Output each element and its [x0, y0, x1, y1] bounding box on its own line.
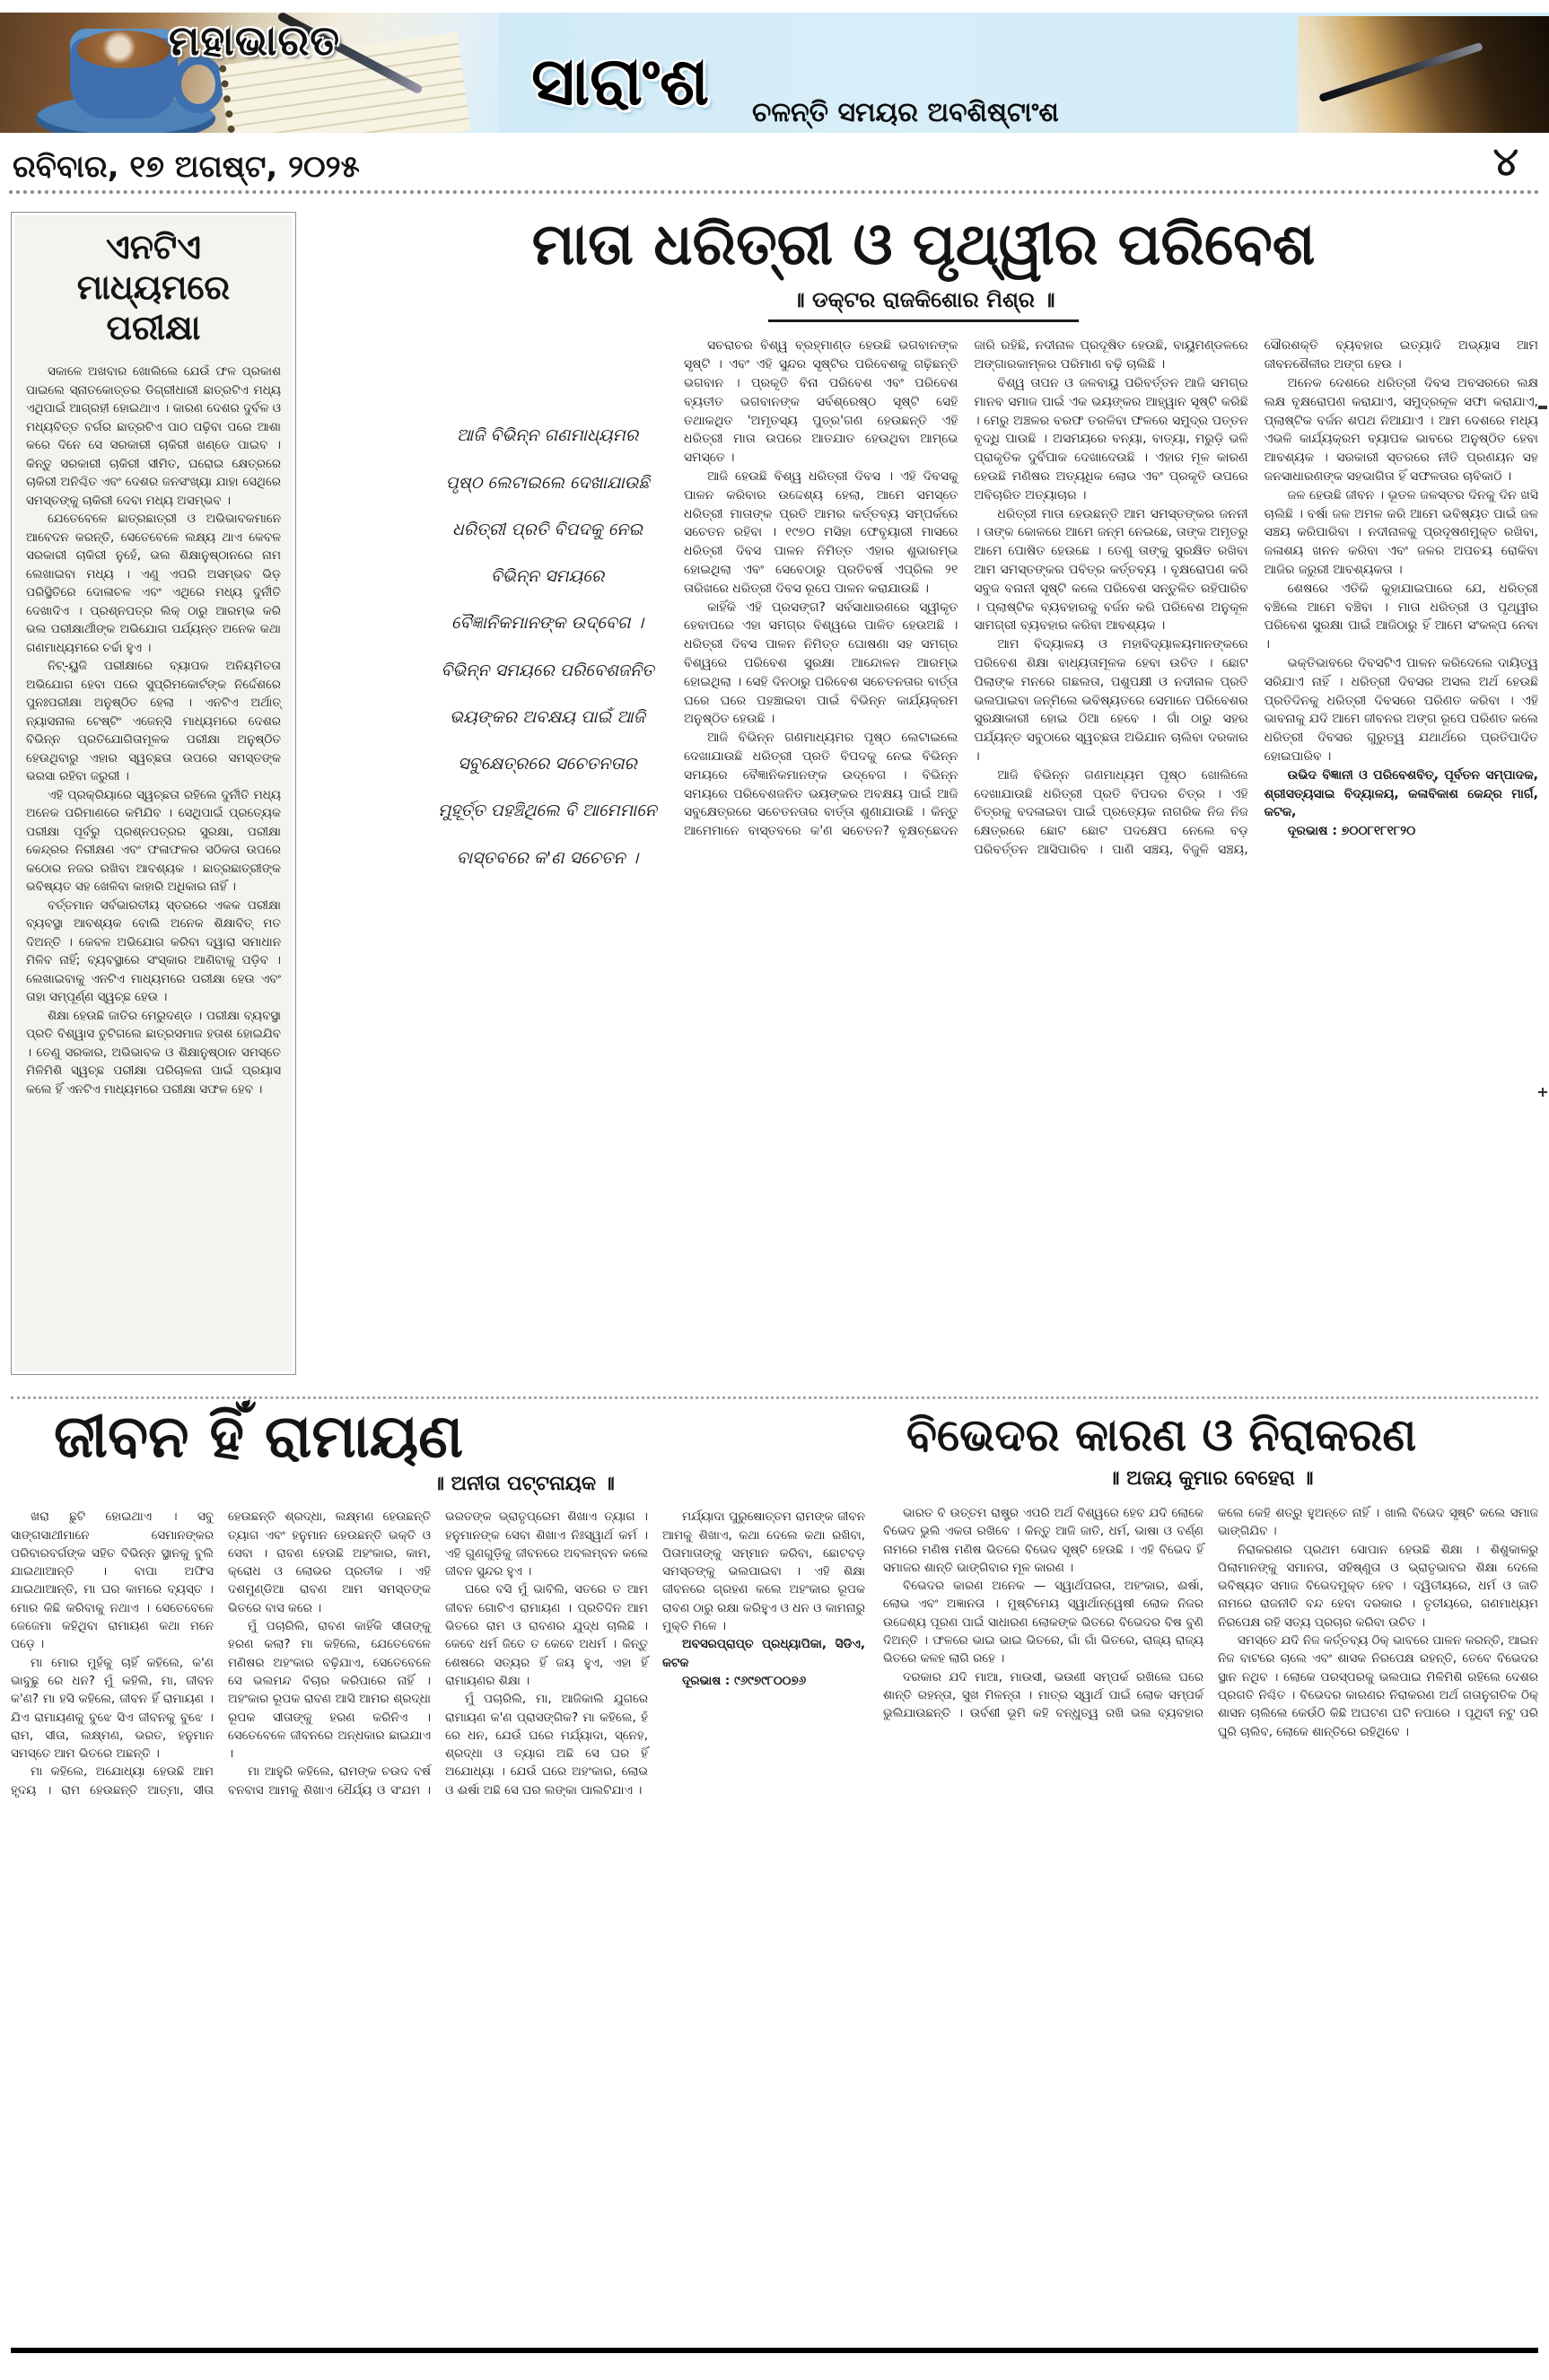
author-phone: ଦୂରଭାଷ : ୯୬୯୭୯୮୦୦୭୬ [682, 1673, 807, 1688]
paragraph: ଆଜି ହେଉଛି ବିଶ୍ୱ ଧରିତ୍ରୀ ଦିବସ । ଏହି ଦିବସକୁ ପାଳନ କରିବାର ଉଦ୍ଦେଶ୍ୟ ହେଲା, ଆମେ ସମସ୍ତେ ଧରିତ୍ରୀ ମାତାଙ୍କ ପ୍ରତି ଆମର କର୍ତ୍ତବ୍ୟ ସମ୍ପର୍କରେ ସଚେତନ ରହିବା । ୧୯୭୦ ମସିହା ଫେବୃୟାରୀ ମାସରେ ଧରିତ୍ରୀ ଦିବସ ପାଳନ ନିମିତ୍ତ ଏହାର ଶୁଭାରମ୍ଭ ହୋଇଥିଲା ଏବଂ ସେବେଠାରୁ ପ୍ରତିବର୍ଷ ଏପ୍ରିଲ ୨୧ ତାରିଖରେ ଧରିତ୍ରୀ ଦିବସ ରୂପେ ପାଳନ କରାଯାଉଛି । [684, 468, 958, 596]
ramayan-byline: ॥ ଅନୀତା ପଟ୍ଟନାୟକ ॥ [433, 1473, 615, 1496]
section-title: ସାରାଂଶ [531, 43, 710, 120]
main-article-headline: ମାତା ଧରିତ୍ରୀ ଓ ପୃଥ୍ୱୀର ପରିବେଶ [531, 212, 1316, 278]
paragraph: ଏହି ପ୍ରକ୍ରିୟାରେ ସ୍ୱଚ୍ଛତା ରହିଲେ ଦୁର୍ନୀତି ମଧ୍ୟ ଅନେକ ପରିମାଣରେ କମିଯିବ । ସେଥିପାଇଁ ପ୍ରତ୍ୟେକ ପରୀକ୍ଷା ପୂର୍ବରୁ ପ୍ରଶ୍ନପତ୍ରର ସୁରକ୍ଷା, ପରୀକ୍ଷା କେନ୍ଦ୍ରର ନିରୀକ୍ଷଣ ଏବଂ ଫଳାଫଳର ସଠିକତା ଉପରେ କଠୋର ନଜର ରଖିବା ଆବଶ୍ୟକ । ଛାତ୍ରଛାତ୍ରୀଙ୍କ ଭବିଷ୍ୟତ ସହ ଖେଳିବା କାହାରି ଅଧିକାର ନାହିଁ । [26, 787, 281, 894]
paragraph: କାହିଁକି ଏହି ପ୍ରସଙ୍ଗ? ସର୍ବସାଧାରଣରେ ସ୍ୱୀକୃତ ହେବାପରେ ଏହା ସମଗ୍ର ବିଶ୍ୱରେ ପାଳିତ ହେଉଅଛି । ଧରିତ୍ରୀ ଦିବସ ପାଳନ ନିମିତ୍ତ ଘୋଷଣା ସହ ସମଗ୍ର ବିଶ୍ୱରେ ପରିବେଶ ସୁରକ୍ଷା ଆନ୍ଦୋଳନ ଆରମ୍ଭ ହୋଇଥିଲା । ସେହି ଦିନଠାରୁ ପରିବେଶ ସଚେତନତାର ବାର୍ତ୍ତା ଘରେ ଘରେ ପହଞ୍ଚାଇବା ପାଇଁ ବିଭିନ୍ନ କାର୍ଯ୍ୟକ୍ରମ ଅନୁଷ୍ଠିତ ହେଉଛି । [684, 599, 958, 727]
box-article-headline: ଏନଟିଏ ମାଧ୍ୟମରେ ପରୀକ୍ଷା [76, 227, 231, 347]
top-section [11, 212, 1538, 1384]
pull-quote-column [309, 337, 668, 1304]
bibheda-byline: ॥ ଅଜୟ କୁମାର ବେହେରା ॥ [1107, 1467, 1314, 1490]
paragraph: ଭକ୍ତିଭାବରେ ଦିବସଟିଏ ପାଳନ କରିଦେଲେ ଦାୟିତ୍ୱ ସରିଯାଏ ନାହିଁ । ଧରିତ୍ରୀ ଦିବସର ଅସଲ ଅର୍ଥ ହେଉଛି ପ୍ରତିଦିନକୁ ଧରିତ୍ରୀ ଦିବସରେ ପରିଣତ କରିବା । ଏହି ଭାବନାକୁ ଯଦି ଆମେ ଜୀବନର ଅଙ୍ଗ ରୂପେ ପରିଣତ କଲେ ଧରିତ୍ରୀ ଦିବସର ଗୁରୁତ୍ୱ ଯଥାର୍ଥରେ ପ୍ରତିପାଦିତ ହୋଇପାରିବ । [1264, 655, 1538, 764]
main-article-byline: ॥ ଡକ୍ଟର ରାଜକିଶୋର ମିଶ୍ର ॥ [768, 287, 1078, 322]
paragraph: ଭାରତ ବି ଉତ୍ତମ ରାଷ୍ଟ୍ର ଏପରି ଅର୍ଥ ବିଶ୍ୱରେ ହେବ ଯଦି ଲୋକେ ବିଭେଦ ଭୁଲି ଏକତା ରଖିବେ । କିନ୍ତୁ ଆଜି ଜାତି, ଧର୍ମ, ଭାଷା ଓ ବର୍ଣ୍ଣ ନାମରେ ମଣିଷ ମଣିଷ ଭିତରେ ବିଭେଦ ସୃଷ୍ଟି ହେଉଛି । ଏହି ବିଭେଦ ହିଁ ସମାଜର ଶାନ୍ତି ଭାଙ୍ଗିବାର ମୂଳ କାରଣ । [883, 1506, 1203, 1575]
author-signoff: ଉଭିଦ ବିଜ୍ଞାନୀ ଓ ପରିବେଶବିତ୍, ପୂର୍ବତନ ସମ୍ପାଦକ, ଶ୍ରୀସତ୍ୟସାଇ ବିଦ୍ୟାଳୟ, କଳାବିକାଶ କେନ୍ଦ୍ର ମାର୍ଗ, କଟକ, [1264, 767, 1538, 820]
paragraph: ମା କହିଲେ, ଅଯୋଧ୍ୟା ହେଉଛି ଆମ ହୃଦୟ । ରାମ ହେଉଛନ୍ତି ଆତ୍ମା, ସୀତା ହେଉଛନ୍ତି ଶ୍ରଦ୍ଧା, ଲକ୍ଷ୍ମଣ ହେଉଛନ୍ତି ତ୍ୟାଗ ଏବଂ ହନୁମାନ ହେଉଛନ୍ତି ଭକ୍ତି ଓ ସେବା । ରାବଣ ହେଉଛି ଅହଂକାର, କାମ, କ୍ରୋଧ ଓ ଲୋଭର ପ୍ରତୀକ । ଏହି ଦଶମୁଣ୍ଡିଆ ରାବଣ ଆମ ସମସ୍ତଙ୍କ ଭିତରେ ବାସ କରେ । [11, 1509, 431, 1798]
paragraph: ଜଳ ହେଉଛି ଜୀବନ । ଭୂତଳ ଜଳସ୍ତର ଦିନକୁ ଦିନ ଖସି ଚାଲିଛି । ବର୍ଷା ଜଳ ଅମଳ କରି ଆମେ ଭବିଷ୍ୟତ ପାଇଁ ଜଳ ସଞ୍ଚୟ କରିପାରିବା । ନଦୀନାଳକୁ ପ୍ରଦୂଷଣମୁକ୍ତ ରଖିବା, ଜଳାଶୟ ଖନନ କରିବା ଏବଂ ଜଳର ଅପଚୟ ରୋକିବା ଆଜିର ଜରୁରୀ ଆବଶ୍ୟକତା । [1264, 487, 1538, 577]
article-bibheda [883, 1405, 1538, 2346]
paragraph: ଦରକାର ଯଦି ମାଆ, ମାଉସୀ, ଭଉଣୀ ସମ୍ପର୍କ ରଖିଲେ ଘରେ ଶାନ୍ତି ରହନ୍ତା, ସୁଖ ମିଳନ୍ତା । ମାତ୍ର ସ୍ୱାର୍ଥ ପାଇଁ ଲୋକ ସମ୍ପର୍କ ଭୁଲିଯାଉଛନ୍ତି । ଉର୍ବଶୀ ଭୂମି କହି ବନ୍ଧୁତ୍ୱ ରଖି ଭଲ ବ୍ୟବହାର କଲେ କେହି ଶତ୍ରୁ ହୁଅନ୍ତେ ନାହିଁ । ଖାଲି ବିଭେଦ ସୃଷ୍ଟି କଲେ ସମାଜ ଭାଙ୍ଗିଯିବ । [883, 1506, 1538, 1721]
paragraph: ନିଟ୍-ୟୁଜି ପରୀକ୍ଷାରେ ବ୍ୟାପକ ଅନିୟମିତତା ଅଭିଯୋଗ ହେବା ପରେ ସୁପ୍ରିମକୋର୍ଟଙ୍କ ନିର୍ଦ୍ଦେଶରେ ପୁନଃପରୀକ୍ଷା ଅନୁଷ୍ଠିତ ହେଲା । ଏନଟିଏ ଅର୍ଥାତ୍ ନ୍ୟାସନାଲ ଟେଷ୍ଟିଂ ଏଜେନ୍ସି ମାଧ୍ୟମରେ ଦେଶର ବିଭିନ୍ନ ପ୍ରତିଯୋଗିତାମୂଳକ ପରୀକ୍ଷା ଅନୁଷ୍ଠିତ ହେଉଥିବାରୁ ଏହାର ସ୍ୱଚ୍ଛତା ଉପରେ ସମସ୍ତଙ୍କ ଭରସା ରହିବା ଜରୁରୀ । [26, 659, 281, 783]
paragraph: ଯେତେବେଳେ ଛାତ୍ରଛାତ୍ରୀ ଓ ଅଭିଭାବକମାନେ ଆବେଦନ କରନ୍ତି, ସେତେବେଳେ ଲକ୍ଷ୍ୟ ଥାଏ କେବଳ ସରକାରୀ ଚାକିରୀ ନୁହେଁ, ଭଲ ଶିକ୍ଷାନୁଷ୍ଠାନରେ ନାମ ଲେଖାଇବା ମଧ୍ୟ । ଏଣୁ ଏପରି ଅସମ୍ଭବ ଭିଡ଼ ପରିସ୍ଥିତିରେ ଦୋଳାଚଳ ଏବଂ ଏଥିରେ ମଧ୍ୟ ଦୁର୍ନୀତି ଦେଖାଦିଏ । ପ୍ରଶ୍ନପତ୍ର ଲିକ୍ ଠାରୁ ଆରମ୍ଭ କରି ଭଲ ପରୀକ୍ଷାର୍ଥୀଙ୍କ ଅଭିଯୋଗ ପର୍ଯ୍ୟନ୍ତ ଅନେକ କଥା ଗଣମାଧ୍ୟମରେ ଚର୍ଚ୍ଚା ହୁଏ । [26, 512, 281, 655]
writing-hand-photo [1298, 16, 1549, 133]
edge-mark [1538, 406, 1547, 409]
paragraph: ମା ଆହୁରି କହିଲେ, ରାମଙ୍କ ଚଉଦ ବର୍ଷ ବନବାସ ଆମକୁ ଶିଖାଏ ଧୈର୍ଯ୍ୟ ଓ ସଂଯମ । ଭରତଙ୍କ ଭ୍ରାତୃପ୍ରେମ ଶିଖାଏ ତ୍ୟାଗ । ହନୁମାନଙ୍କ ସେବା ଶିଖାଏ ନିଃସ୍ୱାର୍ଥ କର୍ମ । ଏହି ଗୁଣଗୁଡ଼ିକୁ ଜୀବନରେ ଅବଲମ୍ବନ କଲେ ଜୀବନ ସୁନ୍ଦର ହୁଏ । [228, 1509, 648, 1798]
main-article-body [684, 337, 1538, 1304]
paragraph: ନିରାକରଣର ପ୍ରଥମ ସୋପାନ ହେଉଛି ଶିକ୍ଷା । ଶିଶୁକାଳରୁ ପିଲାମାନଙ୍କୁ ସମାନତା, ସହିଷ୍ଣୁତା ଓ ଭ୍ରାତୃଭାବର ଶିକ୍ଷା ଦେଲେ ଭବିଷ୍ୟତ ସମାଜ ବିଭେଦମୁକ୍ତ ହେବ । ଦ୍ୱିତୀୟରେ, ଧର୍ମ ଓ ଜାତି ନାମରେ ରାଜନୀତି ବନ୍ଦ ହେବା ଦରକାର । ତୃତୀୟରେ, ଗଣମାଧ୍ୟମ ନିରପେକ୍ଷ ରହି ସତ୍ୟ ପ୍ରଚାର କରିବା ଉଚିତ । [1218, 1542, 1538, 1630]
edge-mark [1538, 1088, 1547, 1097]
paragraph: ଆଜି ବିଭିନ୍ନ ଗଣମାଧ୍ୟମ ପୃଷ୍ଠ ଖୋଲିଲେ ଦେଖାଯାଉଛି ଧରିତ୍ରୀ ପ୍ରତି ବିପଦର ଚିତ୍ର । ଏହି ଚିତ୍ରକୁ ବଦଳାଇବା ପାଇଁ ପ୍ରତ୍ୟେକ ନାଗରିକ ନିଜ ନିଜ କ୍ଷେତ୍ରରେ ଛୋଟ ଛୋଟ ପଦକ୍ଷେପ ନେଲେ ବଡ଼ ପରିବର୍ତ୍ତନ ଆସିପାରିବ । ପାଣି ସଞ୍ଚୟ, ବିଜୁଳି ସଞ୍ଚୟ, ସୌରଶକ୍ତି ବ୍ୟବହାର ଇତ୍ୟାଦି ଅଭ୍ୟାସ ଆମ ଜୀବନଶୈଳୀର ଅଙ୍ଗ ହେଉ । [974, 338, 1538, 857]
paragraph: ମୁଁ ପଚାରିଲି, ରାବଣ କାହିଁକି ସୀତାଙ୍କୁ ହରଣ କଲା? ମା କହିଲେ, ଯେତେବେଳେ ମଣିଷର ଅହଂକାର ବଢ଼ିଯାଏ, ସେତେବେଳେ ସେ ଭଲମନ୍ଦ ବିଚାର କରିପାରେ ନାହିଁ । ଅହଂକାର ରୂପକ ରାବଣ ଆସି ଆମର ଶ୍ରଦ୍ଧା ରୂପକ ସୀତାଙ୍କୁ ହରଣ କରିନିଏ । ସେତେବେଳେ ଜୀବନରେ ଅନ୍ଧକାର ଛାଇଯାଏ । [228, 1619, 431, 1762]
paragraph: ଧରିତ୍ରୀ ମାତା ହେଉଛନ୍ତି ଆମ ସମସ୍ତଙ୍କର ଜନନୀ । ତାଙ୍କ କୋଳରେ ଆମେ ଜନ୍ମ ନେଇଛେ, ତାଙ୍କ ଅମୃତରୁ ଆମେ ପୋଷିତ ହେଉଛେ । ତେଣୁ ତାଙ୍କୁ ସୁରକ୍ଷିତ ରଖିବା ଆମ ସମସ୍ତଙ୍କର ପବିତ୍ର କର୍ତ୍ତବ୍ୟ । ବୃକ୍ଷରୋପଣ କରି ସବୁଜ ବନାନୀ ସୃଷ୍ଟି କଲେ ପରିବେଶ ସନ୍ତୁଳିତ ରହିପାରିବ । ପ୍ଲାଷ୍ଟିକ ବ୍ୟବହାରକୁ ବର୍ଜନ କରି ପରିବେଶ ଅନୁକୂଳ ସାମଗ୍ରୀ ବ୍ୟବହାର କରିବା ଆବଶ୍ୟକ । [974, 506, 1248, 634]
ramayan-body [11, 1508, 865, 2297]
pull-quote: ଆଜି ବିଭିନ୍ନ ଗଣମାଧ୍ୟମର ପୃଷ୍ଠ ଲେଟାଇଲେ ଦେଖାଯାଉଛି ଧରିତ୍ରୀ ପ୍ରତି ବିପଦକୁ ନେଇ ବିଭିନ୍ନ ସମୟରେ ବୈଜ୍ଞାନିକମାନଙ୍କ ଉଦ୍ବେଗ । ବିଭିନ୍ନ ସମୟରେ ପରିବେଶଜନିତ ଭୟଙ୍କର ଅବକ୍ଷୟ ପାଇଁ ଆଜି ସବୁକ୍ଷେତ୍ରରେ ସଚେତନତାର ମୁହୂର୍ତ୍ତ ପହଞ୍ଚିଥିଲେ ବି ଆମେମାନେ ବାସ୍ତବରେ କ'ଣ ସଚେତନ । [438, 425, 657, 868]
paragraph: ମୁଁ ପଚାରିଲି, ମା, ଆଜିକାଲି ଯୁଗରେ ରାମାୟଣ କ'ଣ ପ୍ରାସଙ୍ଗିକ? ମା କହିଲେ, ହଁ ରେ ଧନ, ଯେଉଁ ଘରେ ମର୍ଯ୍ୟାଦା, ସ୍ନେହ, ଶ୍ରଦ୍ଧା ଓ ତ୍ୟାଗ ଅଛି ସେ ଘର ହିଁ ଅଯୋଧ୍ୟା । ଯେଉଁ ଘରେ ଅହଂକାର, ଲୋଭ ଓ ଈର୍ଷା ଅଛି ସେ ଘର ଲଙ୍କା ପାଲଟିଯାଏ । [445, 1692, 648, 1798]
main-byline-row [309, 287, 1538, 322]
ramayan-headline: ଜୀବନ ହିଁ ରାମାୟଣ [54, 1402, 464, 1471]
paragraph: ଶିକ୍ଷା ହେଉଛି ଜାତିର ମେରୁଦଣ୍ଡ । ପରୀକ୍ଷା ବ୍ୟବସ୍ଥା ପ୍ରତି ବିଶ୍ୱାସ ତୁଟିଗଲେ ଛାତ୍ରସମାଜ ହତାଶ ହୋଇଯିବ । ତେଣୁ ସରକାର, ଅଭିଭାବକ ଓ ଶିକ୍ଷାନୁଷ୍ଠାନ ସମସ୍ତେ ମିଳିମିଶି ସ୍ୱଚ୍ଛ ପରୀକ୍ଷା ପରିଚାଳନା ପାଇଁ ପ୍ରୟାସ କଲେ ହିଁ ଏନଟିଏ ମାଧ୍ୟମରେ ପରୀକ୍ଷା ସଫଳ ହେବ । [26, 1008, 281, 1097]
paragraph: ମା ମୋର ମୁହଁକୁ ଚାହିଁ କହିଲେ, କ'ଣ ଭାବୁଛୁ ରେ ଧନ? ମୁଁ କହିଲି, ମା, ଜୀବନ କ'ଣ? ମା ହସି କହିଲେ, ଜୀବନ ହିଁ ରାମାୟଣ । ଯିଏ ରାମାୟଣକୁ ବୁଝେ ସିଏ ଜୀବନକୁ ବୁଝେ । ରାମ, ସୀତା, ଲକ୍ଷ୍ମଣ, ଭରତ, ହନୁମାନ ସମସ୍ତେ ଆମ ଭିତରେ ଅଛନ୍ତି । [11, 1655, 214, 1762]
bottom-rule [11, 2348, 1538, 2353]
dotted-rule [9, 190, 1540, 194]
paragraph: ଘରେ ବସି ମୁଁ ଭାବିଲି, ସତରେ ତ ଆମ ଜୀବନ ଗୋଟିଏ ରାମାୟଣ । ପ୍ରତିଦିନ ଆମ ଭିତରେ ରାମ ଓ ରାବଣର ଯୁଦ୍ଧ ଚାଲିଛି । କେବେ ଧର୍ମ ଜିତେ ତ କେବେ ଅଧର୍ମ । କିନ୍ତୁ ଶେଷରେ ସତ୍ୟର ହିଁ ଜୟ ହୁଏ, ଏହା ହିଁ ରାମାୟଣର ଶିକ୍ଷା । [445, 1582, 648, 1688]
author-signoff: ଅବସରପ୍ରାପ୍ତ ପ୍ରଧ୍ୟାପିକା, ସିଡିଏ, କଟକ [662, 1637, 865, 1670]
bottom-section [11, 1402, 1538, 2346]
section-tagline: ଚଳନ୍ତି ସମୟର ଅବଶିଷ୍ଟାଂଶ [752, 97, 1059, 128]
paragraph: ଖରା ଛୁଟି ହୋଇଥାଏ । ସବୁ ସାଙ୍ଗସାଥୀମାନେ ସେମାନଙ୍କର ପରିବାରବର୍ଗଙ୍କ ସହିତ ବିଭିନ୍ନ ସ୍ଥାନକୁ ବୁଲି ଯାଇଥାଆନ୍ତି । ବାପା ଅଫିସ ଯାଇଥାଆନ୍ତି, ମା ଘର କାମରେ ବ୍ୟସ୍ତ । ମୋର କିଛି କରିବାକୁ ନଥାଏ । ସେତେବେଳେ ଜେଜେମା କହିଥିବା ରାମାୟଣ କଥା ମନେ ପଡ଼େ । [11, 1509, 214, 1652]
bibheda-headline: ବିଭେଦର କାରଣ ଓ ନିରାକରଣ [906, 1409, 1417, 1461]
paragraph: ସଚରାଚର ବିଶ୍ୱ ବ୍ରହ୍ମାଣ୍ଡ ହେଉଛି ଭଗବାନଙ୍କ ସୃଷ୍ଟି । ଏବଂ ଏହି ସୁନ୍ଦର ସୃଷ୍ଟିର ପରିବେଶକୁ ଗଢ଼ିଛନ୍ତି ଭଗବାନ । ପ୍ରକୃତି ବିନା ପରିବେଶ ଏବଂ ପରିବେଶ ବ୍ୟତୀତ ଭଗବାନଙ୍କ ସର୍ବଶ୍ରେଷ୍ଠ ସୃଷ୍ଟି ସେହି ତଥାକଥିତ 'ଅମୃତସ୍ୟ ପୁତ୍ର'ଗଣ ହେଉଛନ୍ତି ଏହି ଧରିତ୍ରୀ ମାତା ଉପରେ ଆତଯାତ ହେଉଥିବା ଆମ୍ଭେ ସମସ୍ତେ । [684, 338, 958, 466]
box-article-body [26, 363, 281, 1098]
paragraph: ମର୍ଯ୍ୟାଦା ପୁରୁଷୋତ୍ତମ ରାମଙ୍କ ଜୀବନ ଆମକୁ ଶିଖାଏ, କଥା ଦେଲେ କଥା ରଖିବା, ପିତାମାତାଙ୍କୁ ସମ୍ମାନ କରିବା, ଛୋଟବଡ଼ ସମସ୍ତଙ୍କୁ ଭଲପାଇବା । ଏହି ଶିକ୍ଷା ଜୀବନରେ ଗ୍ରହଣ କଲେ ଅହଂକାର ରୂପକ ରାବଣ ଠାରୁ ରକ୍ଷା କରିହୁଏ ଓ ଧନ ଓ କାମନାରୁ ମୁକ୍ତି ମିଳେ । [662, 1509, 865, 1634]
page-number: ୪ [1492, 139, 1518, 185]
date-text: ରବିବାର, ୧୭ ଅଗଷ୍ଟ, ୨୦୨୫ [13, 149, 360, 185]
paragraph: ଆମ ବିଦ୍ୟାଳୟ ଓ ମହାବିଦ୍ୟାଳୟମାନଙ୍କରେ ପରିବେଶ ଶିକ୍ଷା ବାଧ୍ୟତାମୂଳକ ହେବା ଉଚିତ । ଛୋଟ ପିଲାଙ୍କ ମନରେ ଗଛଲତା, ପଶୁପକ୍ଷୀ ଓ ନଦୀନାଳ ପ୍ରତି ଭଲପାଇବା ଜନ୍ମିଲେ ଭବିଷ୍ୟତରେ ସେମାନେ ପରିବେଶର ସୁରକ୍ଷାକାରୀ ହୋଇ ଠିଆ ହେବେ । ଗାଁ ଠାରୁ ସହର ପର୍ଯ୍ୟନ୍ତ ସବୁଠାରେ ସ୍ୱଚ୍ଛତା ଅଭିଯାନ ଚାଲିବା ଦରକାର । [974, 637, 1248, 764]
bibheda-body [883, 1504, 1538, 2294]
paragraph: ଶେଷରେ ଏତିକି କୁହାଯାଇପାରେ ଯେ, ଧରିତ୍ରୀ ବଞ୍ଚିଲେ ଆମେ ବଞ୍ଚିବା । ମାତା ଧରିତ୍ରୀ ଓ ପୃଥ୍ୱୀର ପରିବେଶ ସୁରକ୍ଷା ପାଇଁ ଆଜିଠାରୁ ହିଁ ଆମେ ସଂକଳ୍ପ ନେବା । [1264, 581, 1538, 652]
paragraph: ସକାଳେ ଅଖବାର ଖୋଲିଲେ ଯେଉଁ ଫଳ ପ୍ରକାଶ ପାଇଲେ ସ୍ନାତକୋତ୍ତର ଡିଗ୍ରୀଧାରୀ ଛାତ୍ରଟିଏ ମଧ୍ୟ ଏଥିପାଇଁ ଆଗ୍ରହୀ ହୋଇଥାଏ । କାରଣ ଦେଶର ଦୁର୍ବଳ ଓ ମଧ୍ୟବିତ୍ତ ବର୍ଗର ଛାତ୍ରଟିଏ ପାଠ ପଢ଼ିବା ପରେ ଆଶା କରେ ଦିନେ ସେ ସରକାରୀ ଚାକିରୀ ଖଣ୍ଡେ ପାଇବ । କିନ୍ତୁ ସରକାରୀ ଚାକିରୀ ସୀମିତ, ଘରୋଇ କ୍ଷେତ୍ରରେ ଚାକିରୀ ଅନିଶ୍ଚିତ ଏବଂ ଦେଶର ଜନସଂଖ୍ୟା ଯାହା ସେଥିରେ ସମସ୍ତଙ୍କୁ ଚାକିରୀ ଦେବା ମଧ୍ୟ ଅସମ୍ଭବ । [26, 364, 281, 508]
article-jeebana-ramayana [11, 1402, 865, 2346]
paragraph: ବର୍ତ୍ତମାନ ସର୍ବଭାରତୀୟ ସ୍ତରରେ ଏକକ ପରୀକ୍ଷା ବ୍ୟବସ୍ଥା ଆବଶ୍ୟକ ବୋଲି ଅନେକ ଶିକ୍ଷାବିତ୍ ମତ ଦିଅନ୍ତି । କେବଳ ଅଭିଯୋଗ କରିବା ଦ୍ୱାରା ସମାଧାନ ମିଳିବ ନାହିଁ; ବ୍ୟବସ୍ଥାରେ ସଂସ୍କାର ଆଣିବାକୁ ପଡ଼ିବ । ଲେଖାଇବାକୁ ଏନଟିଏ ମାଧ୍ୟମରେ ପରୀକ୍ଷା ହେଉ ଏବଂ ତାହା ସମ୍ପୂର୍ଣ୍ଣ ସ୍ୱଚ୍ଛ ହେଉ । [26, 897, 281, 1004]
publication-masthead: ମହାଭାରତ [169, 16, 341, 65]
dotted-rule [11, 1396, 1538, 1399]
paragraph: ଆଜି ବିଭିନ୍ନ ଗଣମାଧ୍ୟମର ପୃଷ୍ଠ ଲେଟାଇଲେ ଦେଖାଯାଉଛି ଧରିତ୍ରୀ ପ୍ରତି ବିପଦକୁ ନେଇ ବିଭିନ୍ନ ସମୟରେ ବୈଜ୍ଞାନିକମାନଙ୍କ ଉଦ୍ବେଗ । ବିଭିନ୍ନ ସମୟରେ ପରିବେଶଜନିତ ଭୟଙ୍କର ଅବକ୍ଷୟ ପାଇଁ ଆଜି ସବୁକ୍ଷେତ୍ରରେ ସଚେତନତାର ବାର୍ତ୍ତା ଶୁଣାଯାଉଛି । କିନ୍ତୁ ଆମେମାନେ ବାସ୍ତବରେ କ'ଣ ସଚେତନ? ବୃକ୍ଷଚ୍ଛେଦନ ଜାରି ରହିଛି, ନଦୀନାଳ ପ୍ରଦୂଷିତ ହେଉଛି, ବାୟୁମଣ୍ଡଳରେ ଅଙ୍ଗାରକାମ୍ଳର ପରିମାଣ ବଢ଼ି ଚାଲିଛି । [684, 338, 1248, 839]
main-article-earth-environment [309, 212, 1538, 1384]
pen-icon [1318, 42, 1483, 102]
paragraph: ବିଶ୍ୱ ତାପନ ଓ ଜଳବାୟୁ ପରିବର୍ତ୍ତନ ଆଜି ସମଗ୍ର ମାନବ ସମାଜ ପାଇଁ ଏକ ଭୟଙ୍କର ଆହ୍ୱାନ ସୃଷ୍ଟି କରିଛି । ମେରୁ ଅଞ୍ଚଳର ବରଫ ତରଳିବା ଫଳରେ ସମୁଦ୍ର ପତ୍ତନ ବୃଦ୍ଧି ପାଉଛି । ଅସମୟରେ ବନ୍ୟା, ବାତ୍ୟା, ମରୁଡ଼ି ଭଳି ପ୍ରାକୃତିକ ଦୁର୍ବିପାକ ଦେଖାଦେଉଛି । ଏହାର ମୂଳ କାରଣ ହେଉଛି ମଣିଷର ଅତ୍ୟଧିକ ଲୋଭ ଏବଂ ପ୍ରକୃତି ଉପରେ ଅବିଚାରିତ ଅତ୍ୟାଚାର । [974, 375, 1248, 503]
banner [0, 13, 1549, 133]
paragraph: ସମସ୍ତେ ଯଦି ନିଜ କର୍ତ୍ତବ୍ୟ ଠିକ୍ ଭାବରେ ପାଳନ କରନ୍ତି, ଆଇନ ନିଜ ବାଟରେ ଚାଲେ ଏବଂ ଶାସକ ନିରପେକ୍ଷ ରହନ୍ତି, ତେବେ ବିଭେଦର ସ୍ଥାନ ନଥିବ । ଲୋକେ ପରସ୍ପରକୁ ଭଲପାଇ ମିଳିମିଶି ରହିଲେ ଦେଶର ପ୍ରଗତି ନିଶ୍ଚିତ । ବିଭେଦର କାରଣର ନିରାକରଣ ଅର୍ଥ ଗତାନୁଗତିକ ଠିକ୍ ଶାସନ ଚାଲିଲେ କେଉଁଠି କିଛି ଅଘଟଣ ଘଟି ନପାରେ । ପୃଥିବୀ ନଟୁ ପରି ଘୁରି ଚାଲିବ, ଲୋକେ ଶାନ୍ତିରେ ରହିଥିବେ । [1218, 1633, 1538, 1739]
dateline [13, 140, 1536, 185]
main-article-content [309, 337, 1538, 1304]
box-article-nta-exam [11, 212, 296, 1375]
paragraph: ବିଭେଦର କାରଣ ଅନେକ — ସ୍ୱାର୍ଥପରତା, ଅହଂକାର, ଈର୍ଷା, ଲୋଭ ଏବଂ ଅଜ୍ଞାନତା । ମୁଷ୍ଟିମେୟ ସ୍ୱାର୍ଥାନ୍ୱେଷୀ ଲୋକ ନିଜର ଉଦ୍ଦେଶ୍ୟ ପୂରଣ ପାଇଁ ସାଧାରଣ ଲୋକଙ୍କ ଭିତରେ ବିଭେଦର ବିଷ ବୁଣି ଦିଅନ୍ତି । ଫଳରେ ଭାଇ ଭାଇ ଭିତରେ, ଗାଁ ଗାଁ ଭିତରେ, ରାଜ୍ୟ ରାଜ୍ୟ ଭିତରେ କଳହ ଲାଗି ରହେ । [883, 1579, 1203, 1667]
coffee-surface [77, 31, 171, 68]
paragraph: ଅନେକ ଦେଶରେ ଧରିତ୍ରୀ ଦିବସ ଅବସରରେ ଲକ୍ଷ ଲକ୍ଷ ବୃକ୍ଷରୋପଣ କରାଯାଏ, ସମୁଦ୍ରକୂଳ ସଫା କରାଯାଏ, ପ୍ଲାଷ୍ଟିକ ବର୍ଜନ ଶପଥ ନିଆଯାଏ । ଆମ ଦେଶରେ ମଧ୍ୟ ଏଭଳି କାର୍ଯ୍ୟକ୍ରମ ବ୍ୟାପକ ଭାବରେ ଅନୁଷ୍ଠିତ ହେବା ଆବଶ୍ୟକ । ସରକାରୀ ସ୍ତରରେ ନୀତି ପ୍ରଣୟନ ସହ ଜନସାଧାରଣଙ୍କ ସହଭାଗିତା ହିଁ ସଫଳତାର ଚାବିକାଠି । [1264, 375, 1538, 484]
author-phone: ଦୂରଭାଷ : ୭୦୦୮୧୮୧୮୨୦ [1287, 824, 1416, 839]
